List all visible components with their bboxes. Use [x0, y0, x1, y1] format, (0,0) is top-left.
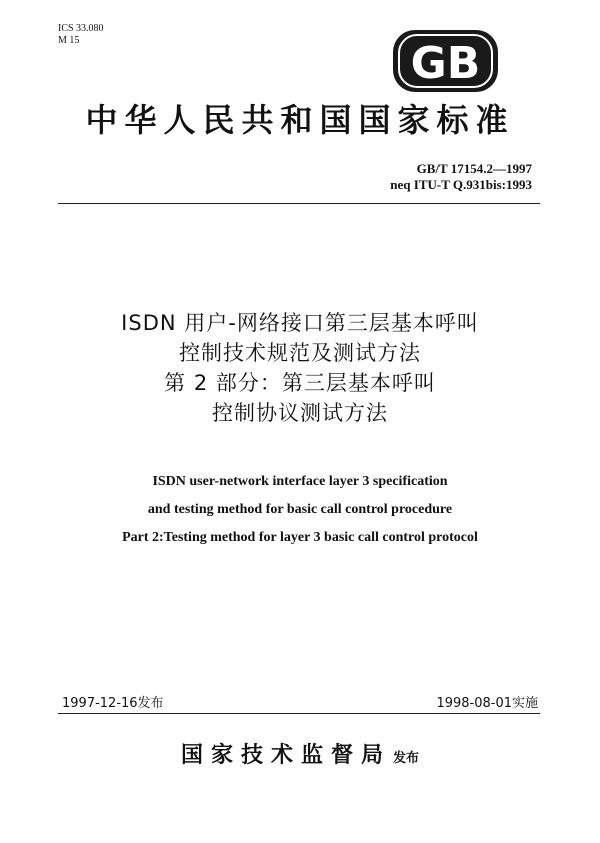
- chinese-title: [0, 308, 600, 428]
- organization-title: 中华人民共和国国家标准: [85, 101, 515, 139]
- implementation-date: 1998-08-01实施: [436, 696, 538, 711]
- chinese-title-line: ISDN 用户-网络接口第三层基本呼叫: [121, 311, 479, 335]
- header-divider: [58, 203, 540, 204]
- english-title-line: and testing method for basic call control procedure: [147, 502, 453, 517]
- gb-logo: [393, 30, 498, 92]
- ccs-code: M 15: [58, 35, 80, 46]
- ics-code: ICS 33.080: [58, 23, 104, 34]
- publisher: [0, 738, 600, 769]
- publisher-name: 国家技术监督局: [180, 743, 391, 768]
- english-title-line: Part 2:Testing method for layer 3 basic call control protocol: [122, 530, 478, 545]
- english-title-line: ISDN user-network interface layer 3 specification: [152, 474, 448, 489]
- gb-logo-text: GB: [410, 38, 481, 89]
- standard-number: GB/T 17154.2—1997: [416, 161, 532, 176]
- standard-equivalence: neq ITU-T Q.931bis:1993: [390, 177, 532, 192]
- footer-divider: [58, 713, 540, 714]
- classification-codes: [58, 23, 104, 47]
- chinese-title-line: 控制协议测试方法: [212, 401, 388, 425]
- english-title: [0, 468, 600, 552]
- chinese-title-line: 第 2 部分：第三层基本呼叫: [164, 371, 436, 395]
- issue-date: 1997-12-16发布: [62, 696, 164, 711]
- publisher-suffix: 发布: [393, 751, 420, 766]
- chinese-title-line: 控制技术规范及测试方法: [179, 341, 421, 365]
- standard-numbers: [390, 161, 532, 193]
